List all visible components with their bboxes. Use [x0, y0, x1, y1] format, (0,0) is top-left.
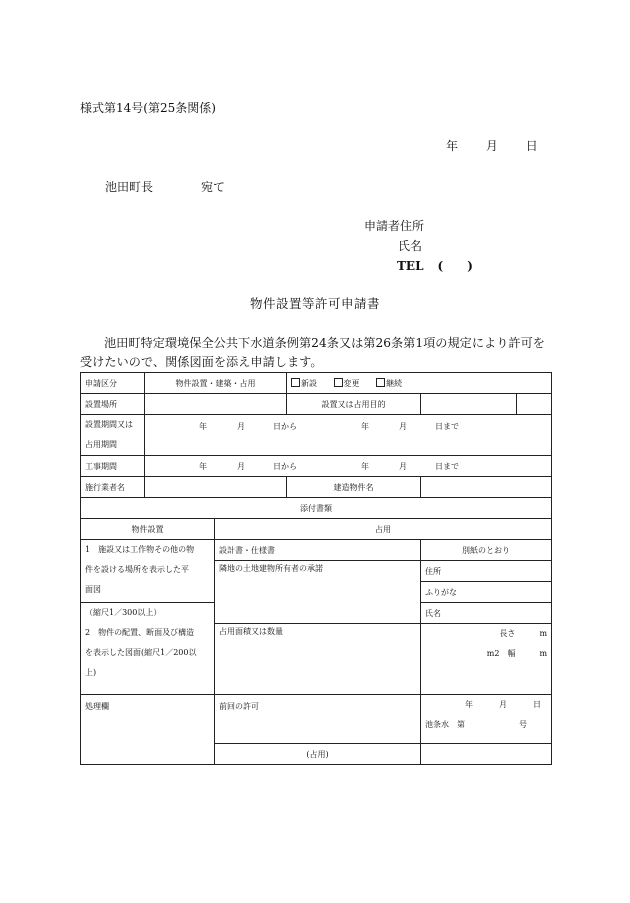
processing-label: 処理欄: [81, 695, 215, 765]
document-title: 物件設置等許可申請書: [249, 296, 380, 311]
category-label: 申請区分: [81, 373, 145, 394]
purpose-label: 設置又は占用目的: [287, 394, 421, 415]
consent-furigana[interactable]: ふりがな: [421, 582, 552, 603]
applicant-name-label: 氏名: [398, 239, 423, 253]
category-value: 物件設置・建築・占用: [145, 373, 287, 394]
row-design: [81, 540, 552, 561]
installation-label: 物件設置: [81, 519, 215, 540]
checkbox-icon: [376, 378, 385, 387]
checkbox-icon: [291, 378, 300, 387]
applicant-tel: [397, 257, 473, 274]
row-work-period: [81, 456, 552, 477]
option-change[interactable]: 変更: [334, 379, 360, 388]
applicant-address-label: 申請者住所: [364, 219, 425, 233]
category-options: [287, 373, 552, 394]
occupancy-footer: (占用): [215, 744, 421, 765]
design-value: 別紙のとおり: [421, 540, 552, 561]
occupancy-footer-value[interactable]: [421, 744, 552, 765]
prev-permit-value[interactable]: 年 月 日 池条水 第 号: [421, 695, 552, 744]
row-period: [81, 415, 552, 456]
option-continue[interactable]: 継続: [376, 379, 402, 388]
consent-address[interactable]: 住所: [421, 561, 552, 582]
date-month: 月: [485, 139, 498, 153]
period-label: 設置期間又は 占用期間: [81, 415, 145, 456]
attachments-label: 添付書類: [81, 498, 552, 519]
intro-paragraph: 池田町特定環境保全公共下水道条例第24条又は第26条第1項の規定により許可を受けたいので、関係図面を添え申請します。: [80, 336, 545, 369]
purpose-extra[interactable]: [517, 394, 552, 415]
location-value[interactable]: [145, 394, 287, 415]
work-period-value[interactable]: 年 月 日から 年 月 日まで: [145, 456, 552, 477]
date-year: 年: [446, 139, 459, 153]
consent-label: 隣地の土地建物所有者の承諾: [215, 561, 421, 624]
design-label: 設計書・仕様書: [215, 540, 421, 561]
row-attachments-header: [81, 498, 552, 519]
contractor-label: 施行業者名: [81, 477, 145, 498]
contractor-value[interactable]: [145, 477, 287, 498]
area-value[interactable]: 長さ m m2 幅 m: [421, 624, 552, 695]
prev-permit-label: 前回の許可: [215, 695, 421, 744]
date-day: 日: [525, 139, 538, 153]
structure-label: 建造物件名: [287, 477, 421, 498]
row-contractor: [81, 477, 552, 498]
consent-name[interactable]: 氏名: [421, 603, 552, 624]
installation-item-1: 1 施設又は工作物その他の物 件を設ける場所を表示した平 面図: [81, 540, 215, 603]
tel-parens: ( ): [437, 259, 473, 273]
row-category: [81, 373, 552, 394]
date-line: [446, 137, 538, 154]
addressee: [105, 178, 225, 195]
installation-item-1b: （縮尺1／300以上） 2 物件の配置、断面及び構造 を表示した図面(縮尺1／200以 上): [81, 603, 215, 695]
period-value[interactable]: 年 月 日から 年 月 日まで: [145, 415, 552, 456]
row-attachments-subheader: [81, 519, 552, 540]
application-table: [80, 372, 552, 765]
area-label: 占用面積又は数量: [215, 624, 421, 695]
addressee-name: 池田町長: [105, 180, 154, 194]
form-number: 様式第14号(第25条関係): [80, 101, 216, 115]
occupancy-label: 占用: [215, 519, 552, 540]
tel-label: TEL: [397, 259, 424, 273]
work-period-label: 工事期間: [81, 456, 145, 477]
structure-value[interactable]: [421, 477, 552, 498]
checkbox-icon: [334, 378, 343, 387]
purpose-value[interactable]: [421, 394, 517, 415]
addressee-suffix: 宛て: [201, 180, 226, 194]
option-new[interactable]: 新設: [291, 379, 317, 388]
location-label: 設置場所: [81, 394, 145, 415]
row-location: [81, 394, 552, 415]
